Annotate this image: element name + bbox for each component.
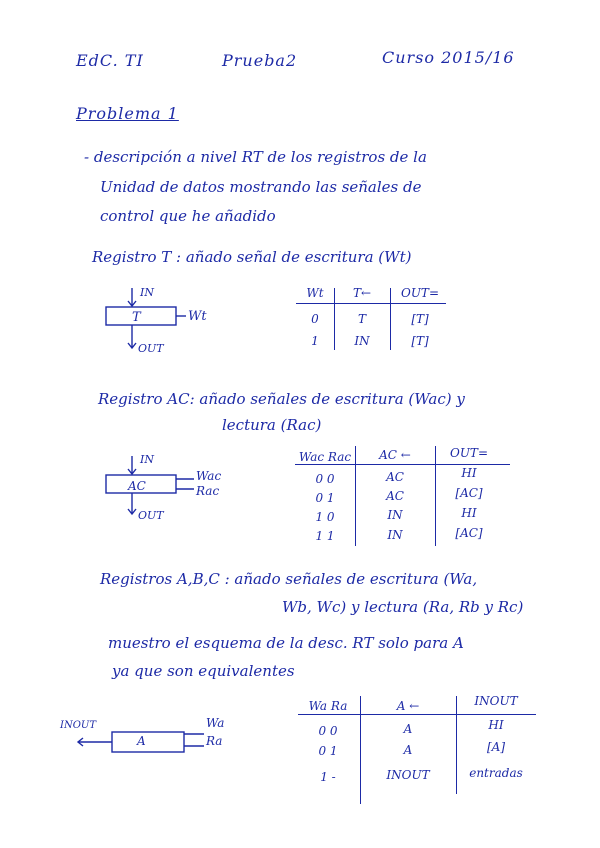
reg-t-th-wt: Wt: [306, 286, 324, 300]
reg-a-box-label: A: [137, 734, 146, 748]
reg-abc-caption-1: Registros A,B,C : añado señales de escritura (Wa,: [100, 570, 478, 588]
table-cell: T: [357, 312, 366, 326]
table-cell: 0 0: [315, 472, 335, 486]
reg-ac-box-label: AC: [128, 479, 146, 493]
table-cell: [AC]: [455, 486, 483, 500]
table-cell: 1 -: [320, 770, 336, 784]
reg-ac-caption-2: lectura (Rac): [222, 416, 322, 434]
reg-ac-th-out: OUT=: [449, 446, 488, 460]
reg-a-inout-label: INOUT: [60, 720, 96, 731]
table-cell: 1 1: [315, 529, 335, 543]
table-cell: [A]: [486, 740, 506, 754]
table-cell: 1 0: [315, 510, 335, 524]
reg-t-th-out: OUT=: [400, 286, 439, 300]
table-cell: [T]: [411, 334, 429, 348]
table-cell: HI: [488, 718, 504, 732]
course-year: Curso 2015/16: [382, 48, 515, 67]
table-cell: 0 0: [318, 724, 338, 738]
reg-t-table: [290, 286, 450, 356]
table-cell: HI: [461, 506, 477, 520]
table-cell: A: [403, 743, 413, 757]
reg-abc-caption-4: ya que son equivalentes: [112, 662, 295, 680]
reg-ac-in-label: IN: [140, 453, 154, 466]
reg-ac-rac-label: Rac: [196, 484, 220, 498]
table-cell: A: [403, 722, 413, 736]
table-cell: [T]: [411, 312, 429, 326]
exam-title: Prueba2: [222, 51, 298, 70]
course-code: EdC. TI: [76, 51, 144, 70]
reg-t-wt-label: Wt: [188, 309, 207, 324]
table-cell: IN: [387, 528, 403, 542]
reg-abc-caption-3: muestro el esquema de la desc. RT solo para A: [108, 634, 464, 652]
reg-a-th-ctrl: Wa Ra: [308, 699, 348, 713]
table-cell: AC: [386, 470, 404, 484]
reg-t-caption: Registro T : añado señal de escritura (Wt): [92, 248, 412, 266]
reg-t-th-t: T←: [352, 286, 372, 300]
reg-a-wa-label: Wa: [206, 716, 225, 730]
table-cell: 0 1: [315, 491, 335, 505]
problem-title: Problema 1: [76, 104, 179, 123]
reg-a-table: [298, 694, 538, 806]
intro-line-2: Unidad de datos mostrando las señales de: [100, 178, 422, 196]
reg-ac-table: [295, 444, 515, 548]
reg-ac-out-label: OUT: [138, 509, 164, 522]
table-cell: IN: [387, 508, 403, 522]
intro-line-3: control que he añadido: [100, 207, 276, 225]
reg-abc-caption-2: Wb, Wc) y lectura (Ra, Rb y Rc): [282, 598, 524, 616]
table-cell: entradas: [469, 766, 523, 780]
reg-ac-th-ctrl: Wac Rac: [298, 450, 352, 464]
reg-t-in-label: IN: [140, 286, 154, 299]
table-cell: INOUT: [386, 768, 430, 782]
intro-line-1: - descripción a nivel RT de los registros de la: [84, 148, 427, 166]
table-cell: [AC]: [455, 526, 483, 540]
table-cell: 1: [311, 334, 319, 348]
reg-t-out-label: OUT: [138, 342, 164, 355]
reg-ac-caption-1: Registro AC: añado señales de escritura (Wac) y: [98, 390, 465, 408]
reg-ac-wac-label: Wac: [196, 469, 222, 483]
reg-a-th-inout: INOUT: [474, 694, 518, 708]
table-cell: IN: [354, 334, 370, 348]
reg-t-box-label: T: [132, 310, 141, 325]
table-cell: 0: [311, 312, 319, 326]
table-cell: AC: [386, 489, 404, 503]
reg-t-diagram: [100, 284, 230, 356]
table-cell: HI: [461, 466, 477, 480]
reg-ac-th-ac: AC ←: [379, 448, 411, 462]
reg-a-th-a: A ←: [396, 699, 420, 713]
table-cell: 0 1: [318, 744, 338, 758]
reg-a-ra-label: Ra: [206, 734, 223, 748]
